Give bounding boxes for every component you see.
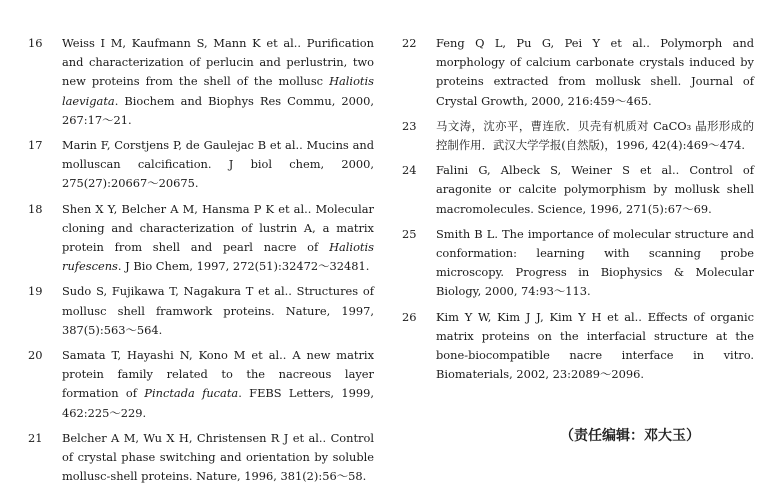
reference-number: 18 — [28, 201, 43, 216]
reference-text: Falini G, Albeck S, Weiner S et al.. Control of aragonite or calcite polymorphism by mollusk shell macromolecules. Science, 1996, 271(5):67～69. — [436, 163, 754, 216]
reference-number: 26 — [402, 309, 417, 324]
reference-text: Marin F, Corstjens P, de Gaulejac B et al.. Mucins and molluscan calcification. J biol chem, 2000, 275(27):20667～20675. — [62, 138, 374, 191]
editor-note: （责任编辑：邓大玉） — [560, 428, 700, 444]
reference-number: 17 — [28, 138, 43, 153]
reference-number: 23 — [402, 118, 417, 133]
reference-text: Smith B L. The importance of molecular structure and conformation: learning with scanning probe microscopy. Progress in Biophysics & Molecular Biology, 2000, 74:93～113. — [436, 226, 754, 299]
reference-20 — [28, 346, 374, 423]
reference-26 — [402, 308, 754, 385]
reference-column-right — [402, 34, 754, 390]
reference-16 — [28, 34, 374, 130]
reference-number: 22 — [402, 36, 417, 50]
reference-text: Feng Q L, Pu G, Pei Y et al.. Polymorph and morphology of calcium carbonate crystals induced by proteins extracted from mollusk shell. Journal of Crystal Growth, 2000, 216:459～465. — [436, 36, 754, 108]
reference-number: 21 — [28, 430, 43, 445]
reference-17 — [28, 136, 374, 194]
reference-number: 20 — [28, 348, 43, 363]
reference-25 — [402, 225, 754, 302]
reference-18 — [28, 200, 374, 277]
reference-text: Belcher A M, Wu X H, Christensen R J et al.. Control of crystal phase switching and orientation by soluble mollusc-shell proteins. Nature, 1996, 381(2):56～58. — [62, 430, 374, 484]
reference-text: Samata T, Hayashi N, Kono M et al.. A new matrix protein family related to the nacreous layer formation of Pinctada fucata. FEBS Letters, 1999, 462:225～229. — [62, 348, 374, 420]
reference-22 — [402, 34, 754, 111]
reference-text: Weiss I M, Kaufmann S, Mann K et al.. Purification and characterization of perlucin and perlustrin, two new proteins from the shell of the mollusc Haliotis laevigata. Biochem and Biophys Res Commu, 2000, 267:17～21. — [62, 36, 374, 127]
reference-text: Shen X Y, Belcher A M, Hansma P K et al.. Molecular cloning and characterization of lustrin A, a matrix protein from shell and pearl nacre of Haliotis rufescens. J Bio Chem, 1997, 272(51):32472～32481. — [62, 201, 374, 274]
reference-number: 25 — [402, 226, 417, 241]
reference-number: 19 — [28, 284, 43, 299]
reference-number: 24 — [402, 163, 417, 178]
reference-column-left — [28, 34, 374, 492]
reference-text: 马文涛，沈亦平，曹连欣．贝壳有机质对 CaCO₃ 晶形形成的控制作用．武汉大学学报(自然版)，1996, 42(4):469～474. — [436, 118, 754, 153]
reference-number: 16 — [28, 36, 43, 50]
reference-23 — [402, 117, 754, 155]
reference-19 — [28, 282, 374, 340]
reference-24 — [402, 161, 754, 219]
reference-text: Kim Y W, Kim J J, Kim Y H et al.. Effects of organic matrix proteins on the interfacial structure at the bone-biocompatible nacre interface in vitro. Biomaterials, 2002, 23:2089～2096. — [436, 309, 754, 382]
reference-21 — [28, 429, 374, 487]
reference-text: Sudo S, Fujikawa T, Nagakura T et al.. Structures of mollusc shell framwork proteins. Nature, 1997, 387(5):563～564. — [62, 284, 374, 337]
